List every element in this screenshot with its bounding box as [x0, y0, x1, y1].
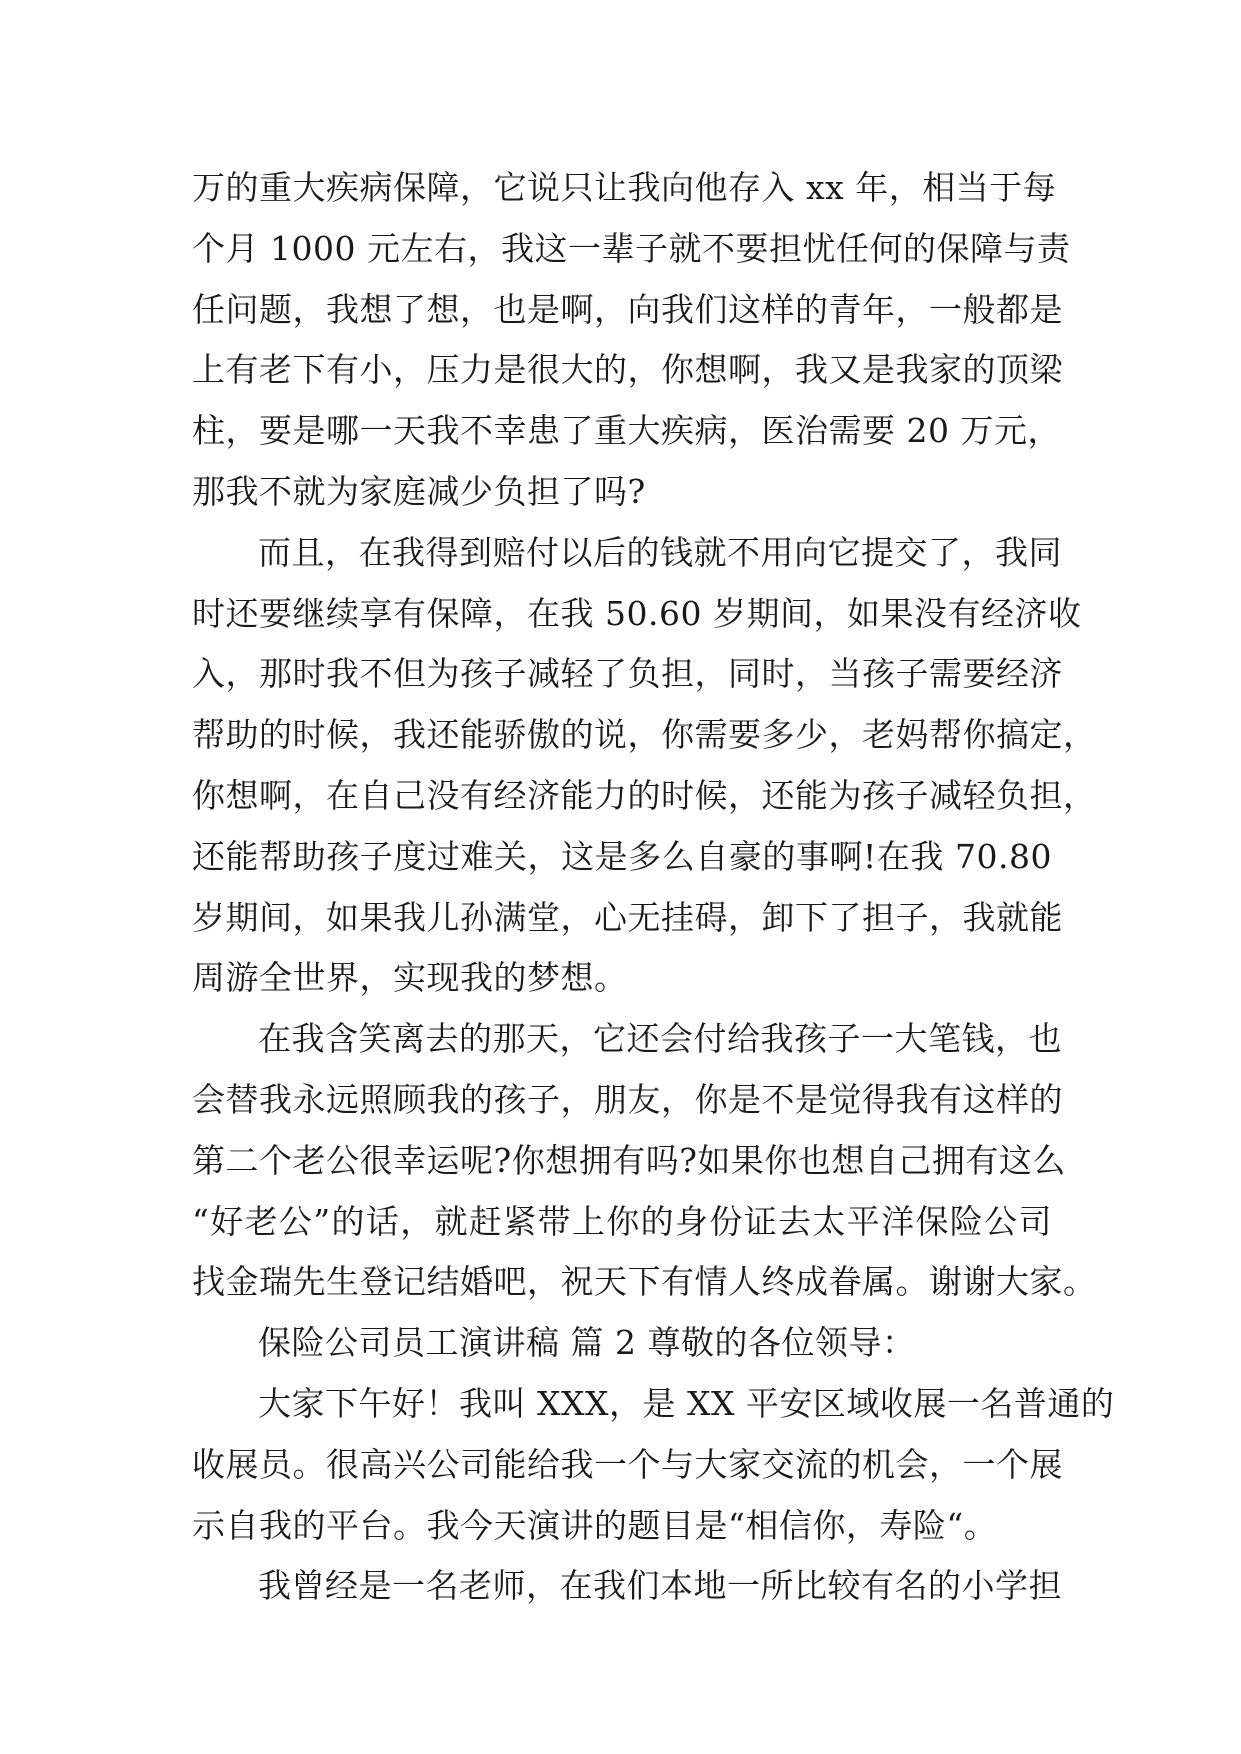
paragraph-first-line: 而且，在我得到赔付以后的钱就不用向它提交了，我同: [258, 532, 1062, 572]
text-line: 上有老下有小，压力是很大的，你想啊，我又是我家的顶梁: [192, 350, 1063, 390]
text-line: 柱，要是哪一天我不幸患了重大疾病，医治需要 20 万元，: [192, 411, 1061, 451]
text-line: 个月 1000 元左右，我这一辈子就不要担忧任何的保障与责: [192, 228, 1071, 268]
text-line: 找金瑞先生登记结婚吧，祝天下有情人终成眷属。谢谢大家。: [192, 1262, 1097, 1302]
text-line: 万的重大疾病保障，它说只让我向他存入 xx 年，相当于每: [192, 168, 1057, 207]
text-line: 周游全世界，实现我的梦想。: [192, 958, 628, 998]
text-line: 那我不就为家庭减少负担了吗?: [192, 471, 646, 511]
text-line: 你想啊，在自己没有经济能力的时候，还能为孩子减轻负担，: [192, 775, 1097, 815]
paragraph-first-line: 大家下午好！我叫 XXX，是 XX 平安区域收展一名普通的: [258, 1383, 1115, 1423]
text-line: 任问题，我想了想，也是啊，向我们这样的青年，一般都是: [192, 289, 1063, 329]
text-line: 帮助的时候，我还能骄傲的说，你需要多少，老妈帮你搞定，: [192, 715, 1097, 755]
text-line: 时还要继续享有保障，在我 50.60 岁期间，如果没有经济收: [192, 593, 1082, 633]
text-line: 第二个老公很幸运呢?你想拥有吗?如果你也想自己拥有这么: [192, 1140, 1066, 1180]
section-heading-line: 保险公司员工演讲稿 篇 2 尊敬的各位领导：: [258, 1323, 916, 1363]
text-line: 收展员。很高兴公司能给我一个与大家交流的机会，一个展: [192, 1444, 1063, 1484]
text-line: 入，那时我不但为孩子减轻了负担，同时，当孩子需要经济: [192, 654, 1063, 694]
paragraph-first-line: 在我含笑离去的那天，它还会付给我孩子一大笔钱，也: [258, 1019, 1062, 1059]
text-line: 还能帮助孩子度过难关，这是多么自豪的事啊!在我 70.80: [192, 836, 1052, 876]
paragraph-first-line: 我曾经是一名老师，在我们本地一所比较有名的小学担: [258, 1566, 1062, 1606]
text-line: 岁期间，如果我儿孙满堂，心无挂碍，卸下了担子，我就能: [192, 897, 1063, 937]
text-line: “好老公”的话，就赶紧带上你的身份证去太平洋保险公司: [192, 1201, 1052, 1241]
document-page: [192, 158, 1115, 1617]
text-line: 示自我的平台。我今天演讲的题目是“相信你，寿险“。: [192, 1505, 998, 1545]
text-line: 会替我永远照顾我的孩子，朋友，你是不是觉得我有这样的: [192, 1079, 1063, 1119]
